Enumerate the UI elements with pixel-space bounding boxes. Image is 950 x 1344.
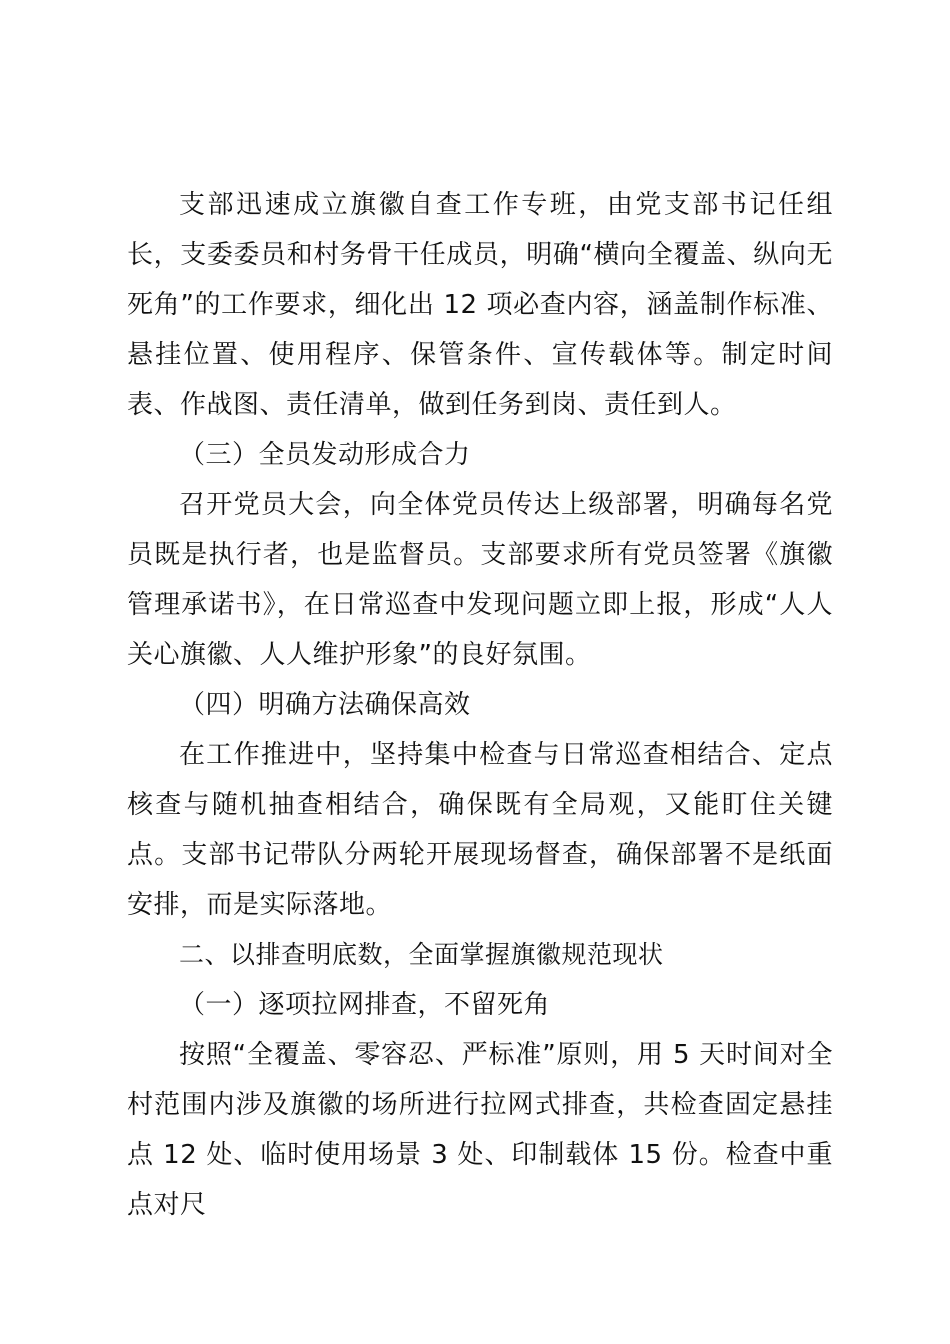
paragraph-inspection-results: 按照“全覆盖、零容忍、严标准”原则，用 5 天时间对全村范围内涉及旗徽的场所进行拉网式排查，共检查固定悬挂点 12 处、临时使用场景 3 处、印制载体 15 份。检查中重点对尺 — [127, 1040, 833, 1220]
heading-clear-methods: （四）明确方法确保高效 — [179, 690, 471, 720]
document-page — [127, 180, 833, 1230]
section-heading-inspection: 二、以排查明底数，全面掌握旗徽规范现状 — [179, 940, 664, 969]
paragraph-work-team: 支部迅速成立旗徽自查工作专班，由党支部书记任组长，支委委员和村务骨干任成员，明确“横向全覆盖、纵向无死角”的工作要求，细化出 12 项必查内容，涵盖制作标准、悬挂位置、使用程序、保管条件、宣传载体等。制定时间表、作战图、责任清单，做到任务到岗、责任到人。 — [127, 190, 833, 420]
heading-mobilize-all: （三）全员发动形成合力 — [179, 440, 471, 470]
paragraph-party-meeting: 召开党员大会，向全体党员传达上级部署，明确每名党员既是执行者，也是监督员。支部要求所有党员签署《旗徽管理承诺书》，在日常巡查中发现问题立即上报，形成“人人关心旗徽、人人维护形象”的良好氛围。 — [127, 490, 833, 670]
paragraph-work-methods: 在工作推进中，坚持集中检查与日常巡查相结合、定点核查与随机抽查相结合，确保既有全局观，又能盯住关键点。支部书记带队分两轮开展现场督查，确保部署不是纸面安排，而是实际落地。 — [127, 740, 833, 920]
heading-itemized-check: （一）逐项拉网排查，不留死角 — [179, 990, 551, 1020]
